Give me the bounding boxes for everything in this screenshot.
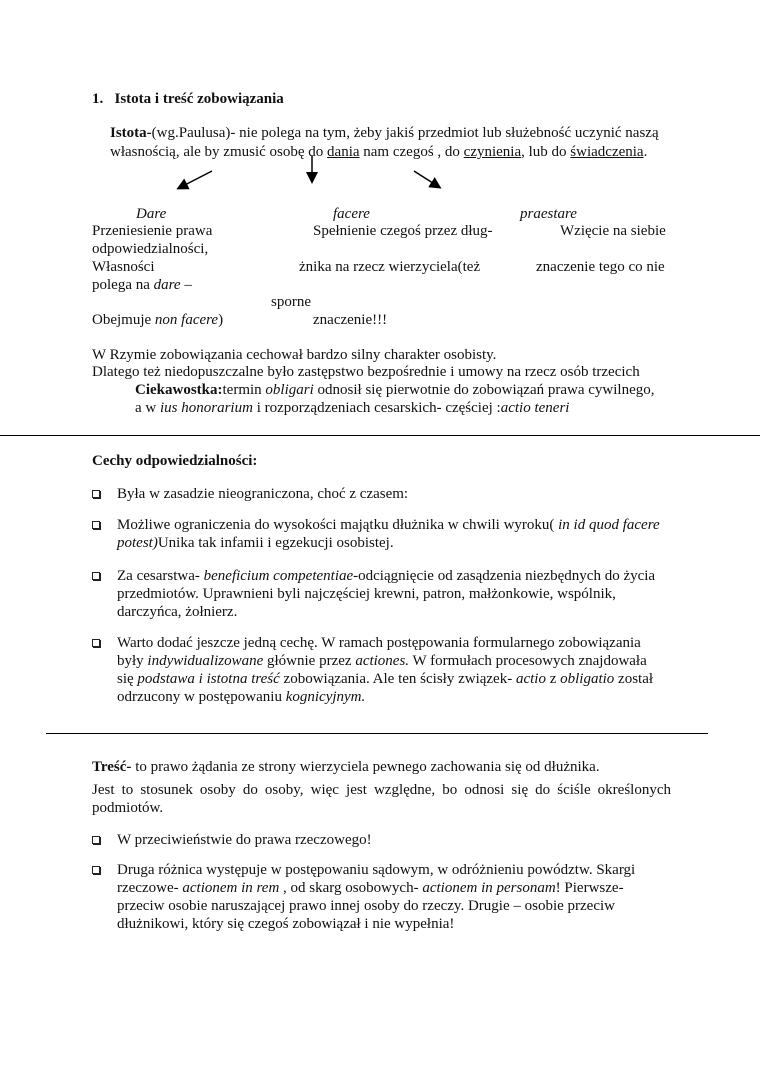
bullet-icon xyxy=(92,836,100,844)
curio-text: i rozporządzeniach cesarskich- częściej : xyxy=(252,400,501,416)
divider xyxy=(0,435,760,436)
istota-text: . xyxy=(643,144,648,160)
bullet-icon xyxy=(92,572,100,580)
term-actio-teneri: actio teneri xyxy=(500,400,570,416)
col-text: Wzięcie na siebie xyxy=(560,223,666,239)
curio-line-1 xyxy=(135,381,655,399)
list-text-italic: podstawa i istotna treść xyxy=(137,671,280,687)
list-item: W przeciwieństwie do prawa rzeczowego! xyxy=(117,832,372,848)
tresc-label: Treść- xyxy=(92,759,132,775)
list-text: -odciągnięcie od zasądzenia niezbędnych do życia xyxy=(353,568,656,584)
list-text-italic: actionem in personam xyxy=(422,880,556,896)
col-text: – xyxy=(180,277,192,293)
list-text: zobowiązania. Ale ten ścisły związek- xyxy=(279,671,516,687)
list-item xyxy=(117,688,365,706)
term-non-facere: non facere xyxy=(154,312,219,328)
list-text: Unika tak infamii i egzekucji osobistej. xyxy=(157,535,394,551)
col-praestare-title: praestare xyxy=(520,206,577,222)
list-text: z xyxy=(545,671,561,687)
col-text: sporne xyxy=(271,294,311,310)
list-text-italic: indywidualizowane xyxy=(147,653,264,669)
arrow-left-icon xyxy=(179,171,212,188)
list-text-italic: beneficium competentiae xyxy=(203,568,354,584)
term-obligari: obligari xyxy=(265,382,314,398)
list-text: ! Pierwsze- xyxy=(555,880,624,896)
list-item xyxy=(117,879,624,897)
term-dare: dare xyxy=(153,277,181,293)
list-text-italic: kognicyjnym. xyxy=(285,689,366,705)
list-text: głównie przez xyxy=(263,653,356,669)
list-item: Warto dodać jeszcze jedną cechę. W ramach postępowania formularnego zobowiązania xyxy=(117,635,641,651)
col-text: żnika na rzecz wierzyciela(też xyxy=(299,259,481,275)
list-text-italic: in id quod facere xyxy=(558,517,660,533)
bullet-icon xyxy=(92,521,100,529)
list-text: odrzucony w postępowaniu xyxy=(117,689,286,705)
list-item xyxy=(117,516,660,534)
term-czynienia: czynienia xyxy=(463,144,522,160)
tresc-definition xyxy=(92,758,600,776)
tresc-paragraph-line: Jest to stosunek osoby do osoby, więc jest względne, bo odnosi się do ściśle określonych xyxy=(92,782,671,798)
col-text xyxy=(92,276,192,294)
list-item xyxy=(117,670,653,688)
list-text: rzeczowe- xyxy=(117,880,183,896)
istota-text: , lub do xyxy=(521,144,571,160)
curio-text: termin xyxy=(222,382,266,398)
list-text-italic: actiones. xyxy=(355,653,410,669)
list-item: przedmiotów. Uprawnieni byli najczęściej krewni, patron, małżonkowie, wspólnik, xyxy=(117,586,616,602)
list-text: Możliwe ograniczenia do wysokości majątku dłużnika w chwili wyroku( xyxy=(117,517,559,533)
rome-line-1: W Rzymie zobowiązania cechował bardzo silny charakter osobisty. xyxy=(92,347,497,363)
list-item xyxy=(117,534,394,552)
rome-line-2: Dlatego też niedopuszczalne było zastępstwo bezpośrednie i umowy na rzecz osób trzecich xyxy=(92,364,640,380)
arrow-right-icon xyxy=(414,171,439,187)
heading-number: 1. xyxy=(92,91,104,107)
term-dania: dania xyxy=(327,144,360,160)
istota-label: Istota- xyxy=(110,125,152,141)
col-text: Spełnienie czegoś przez dług- xyxy=(313,223,493,239)
term-ius-honorarium: ius honorarium xyxy=(160,400,253,416)
divider xyxy=(46,733,708,734)
tresc-text: to prawo żądania ze strony wierzyciela pewnego zachowania się od dłużnika. xyxy=(131,759,600,775)
col-text: znaczenie!!! xyxy=(313,312,388,328)
list-text-italic: actionem in rem xyxy=(182,880,280,896)
curio-text: a w xyxy=(135,400,160,416)
list-item: Była w zasadzie nieograniczona, choć z czasem: xyxy=(117,486,409,502)
list-text-italic: obligatio xyxy=(560,671,615,687)
bullet-icon xyxy=(92,490,100,498)
term-swiadczenia: świadczenia xyxy=(570,144,644,160)
list-text: , od skarg osobowych- xyxy=(279,880,423,896)
list-text: został xyxy=(614,671,654,687)
list-item xyxy=(117,652,647,670)
col-text: odpowiedzialności, xyxy=(92,241,209,257)
col-facere-title: facere xyxy=(333,206,370,222)
list-item: Druga różnica występuje w postępowaniu sądowym, w odróżnieniu powództw. Skargi xyxy=(117,862,636,878)
col-text xyxy=(92,311,223,329)
list-text-italic: potest) xyxy=(117,535,158,551)
list-item xyxy=(117,567,655,585)
list-text: były xyxy=(117,653,148,669)
istota-text: własnością, ale by zmusić osobę do xyxy=(110,144,328,160)
curio-text: odnosił się pierwotnie do zobowiązań prawa cywilnego, xyxy=(313,382,655,398)
bullet-icon xyxy=(92,639,100,647)
tresc-paragraph-line: podmiotów. xyxy=(92,800,164,816)
cechy-title: Cechy odpowiedzialności: xyxy=(92,453,258,469)
col-text: Obejmuje xyxy=(92,312,155,328)
curio-line-2 xyxy=(135,399,569,417)
istota-text: nam czegoś , do xyxy=(359,144,464,160)
list-text: się xyxy=(117,671,138,687)
list-item: przeciw osobie naruszającej prawo innej osoby do rzeczy. Drugie – osobie przeciw xyxy=(117,898,615,914)
curio-label: Ciekawostka: xyxy=(135,382,223,398)
col-text: znaczenie tego co nie xyxy=(536,259,665,275)
col-text: polega na xyxy=(92,277,154,293)
col-text: ) xyxy=(218,312,224,328)
list-text: W formułach procesowych znajdowała xyxy=(409,653,647,669)
col-text: Własności xyxy=(92,259,155,275)
bullet-icon xyxy=(92,866,100,874)
col-dare-title: Dare xyxy=(136,206,167,222)
list-text: Za cesarstwa- xyxy=(117,568,204,584)
list-item: dłużnikowi, który się czegoś zobowiązał i nie wypełnia! xyxy=(117,916,455,932)
col-text: Przeniesienie prawa xyxy=(92,223,213,239)
heading-title: Istota i treść zobowiązania xyxy=(114,91,284,107)
istota-text: (wg.Paulusa)- nie polega na tym, żeby jakiś przedmiot lub służebność uczynić naszą xyxy=(151,125,659,141)
list-text-italic: actio xyxy=(515,671,546,687)
list-item: darczyńca, żołnierz. xyxy=(117,604,238,620)
